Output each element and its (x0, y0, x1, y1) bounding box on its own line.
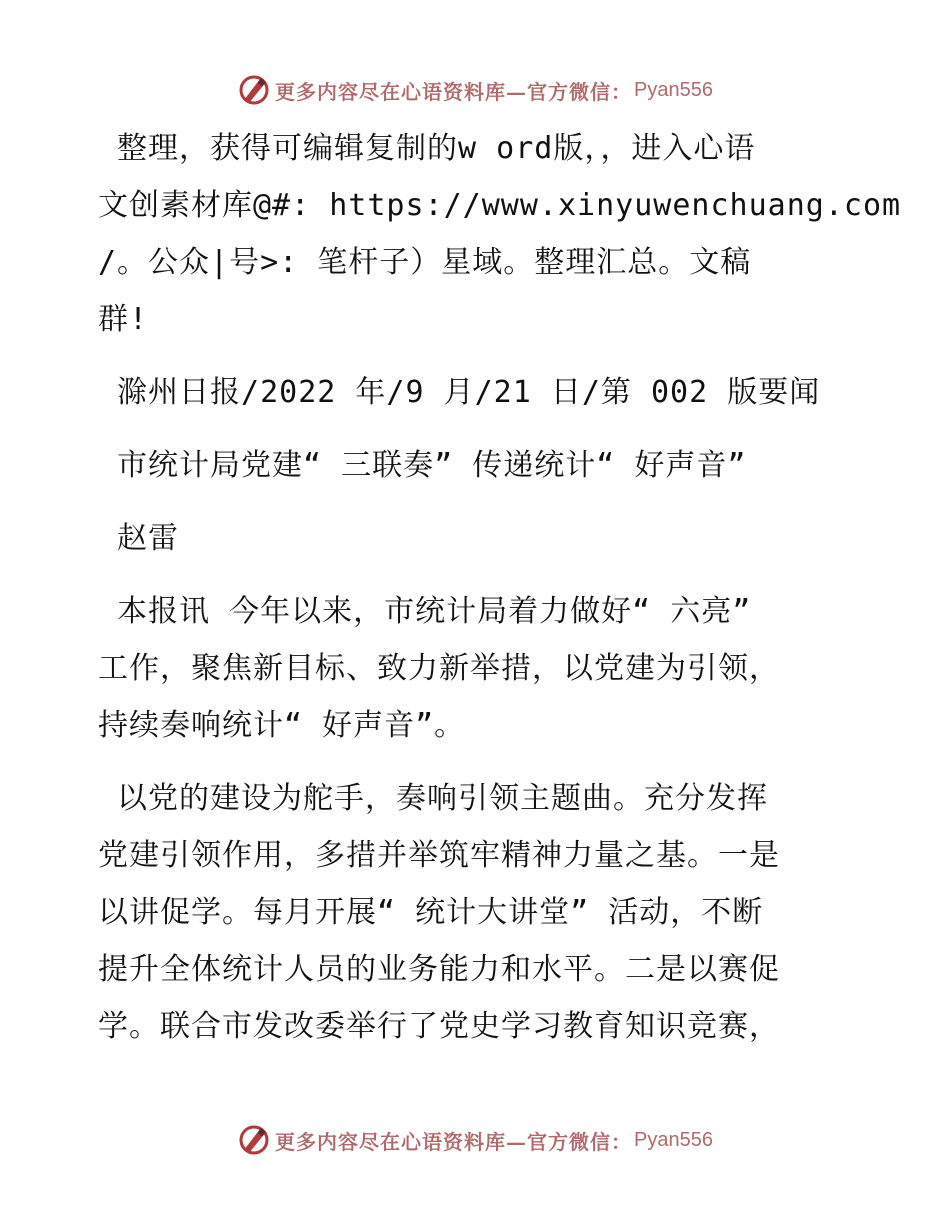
watermark-wechat-id: Pyan556 (634, 1128, 713, 1151)
paragraph-line: 本报讯 今年以来，市统计局着力做好“ 六亮” (98, 594, 752, 629)
pen-logo-icon (237, 1123, 271, 1157)
paragraph-line: 提升全体统计人员的业务能力和水平。二是以赛促 (98, 952, 780, 987)
watermark-text: 更多内容尽在心语资料库—官方微信： (275, 1129, 633, 1154)
pen-logo-icon (237, 73, 271, 107)
footer-watermark-banner (0, 1120, 950, 1160)
intro-line: 群! (98, 302, 149, 337)
document-body (98, 120, 902, 1055)
intro-line: 文创素材库@#: https://www.xinyuwenchuang.com (98, 188, 902, 223)
paragraph-line: 工作，聚焦新目标、致力新举措，以党建为引领， (98, 651, 780, 686)
paragraph-line: 党建引领作用，多措并举筑牢精神力量之基。一是 (98, 838, 780, 873)
paragraph-line: 以讲促学。每月开展“ 统计大讲堂” 活动，不断 (98, 895, 764, 930)
intro-line: /。公众|号>: 笔杆子）星域。整理汇总。文稿 (98, 245, 752, 280)
paragraph-line: 以党的建设为舵手，奏响引领主题曲。充分发挥 (98, 781, 769, 816)
author-line: 赵雷 (98, 521, 180, 556)
paragraph-line: 学。联合市发改委举行了党史学习教育知识竞赛， (98, 1009, 780, 1044)
paragraph-line: 持续奏响统计“ 好声音”。 (98, 708, 466, 743)
article-title: 市统计局党建“ 三联奏” 传递统计“ 好声音” (98, 448, 747, 483)
watermark-wechat-id: Pyan556 (634, 78, 713, 101)
source-line: 滁州日报/2022 年/9 月/21 日/第 002 版要闻 (98, 375, 821, 410)
header-watermark-banner (0, 70, 950, 110)
intro-line: 整理，获得可编辑复制的w ord版，，进入心语 (98, 131, 756, 166)
watermark-text: 更多内容尽在心语资料库—官方微信： (275, 79, 633, 104)
